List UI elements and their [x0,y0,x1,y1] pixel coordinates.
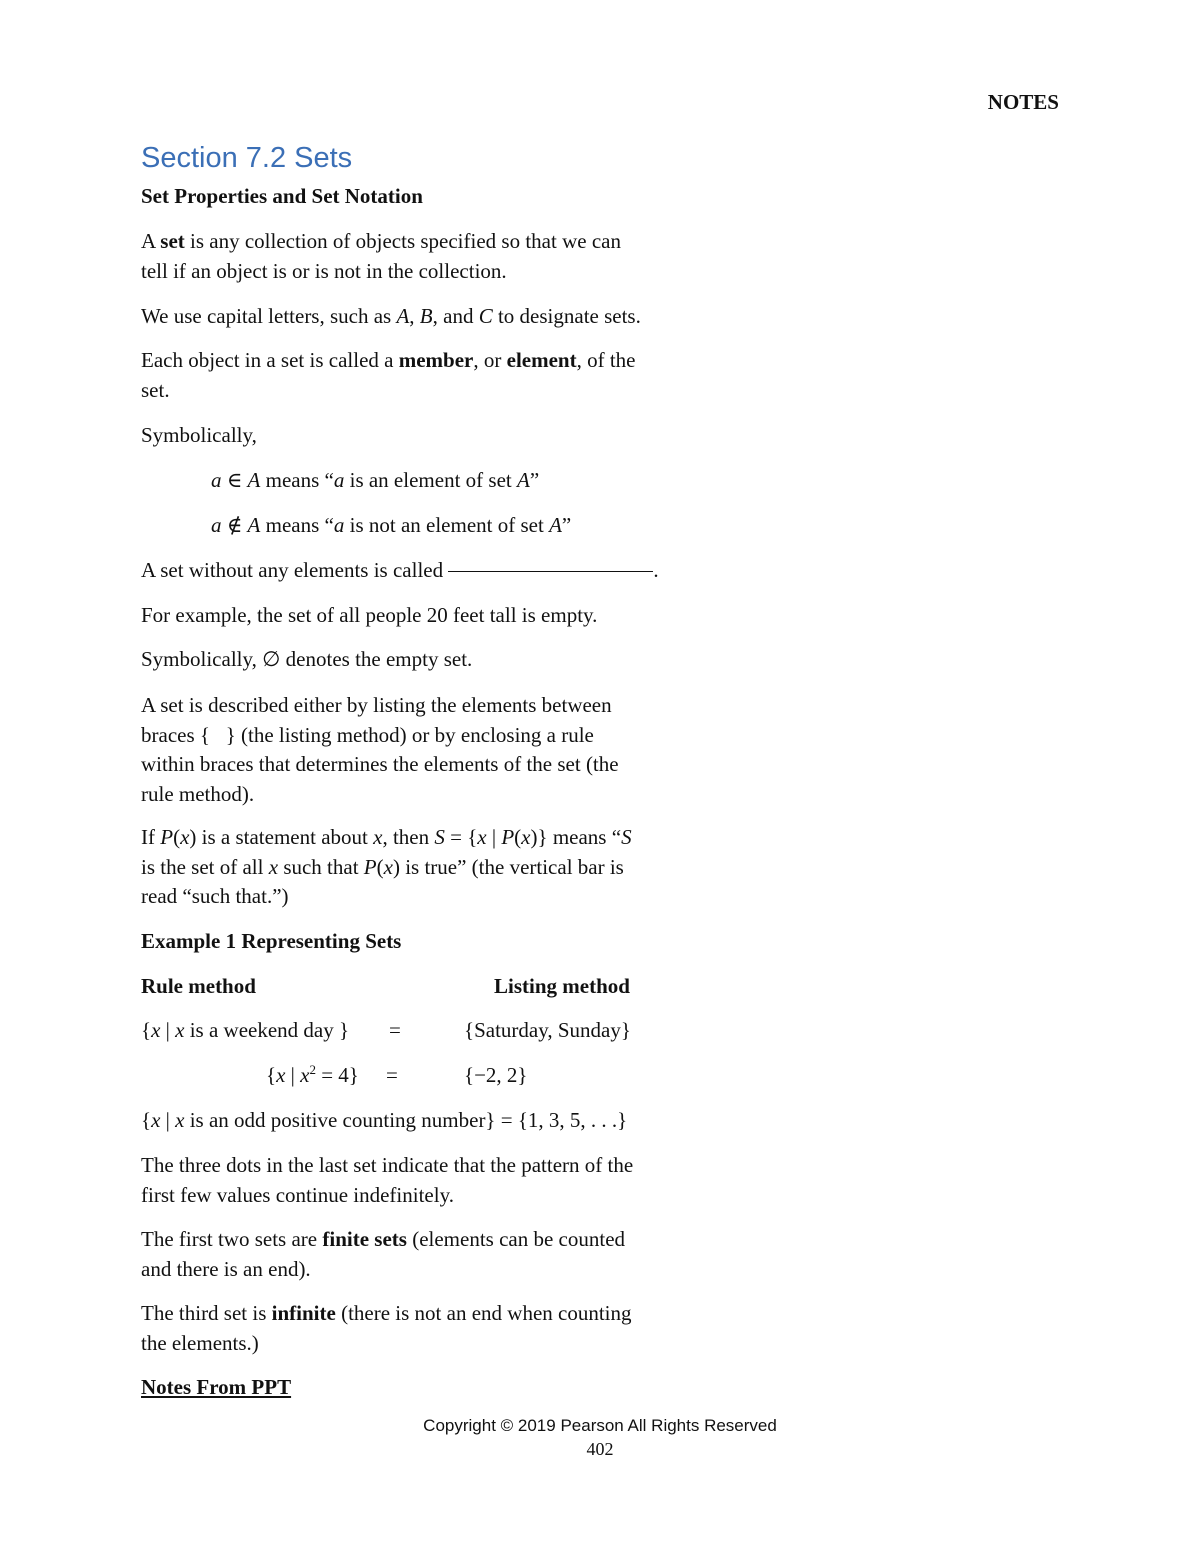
text: is a weekend day } [184,1018,350,1042]
var-x: x [300,1063,310,1087]
example-row-1-equals: = [389,1018,401,1042]
text: is an odd positive counting number} = {1, 3, 5, . . .} [184,1108,628,1132]
text: , and [432,304,479,328]
text: )} [530,825,548,849]
text: A set is described either by listing the elements between [141,693,612,717]
text: | [160,1018,176,1042]
text: , then [382,825,435,849]
var-a: a [211,468,222,492]
text: ) is true” (the vertical bar is [392,854,624,879]
var-A: A [549,513,562,537]
text: ” [561,513,572,537]
text: , or [473,348,507,372]
text: such that [278,854,364,879]
text: | [285,1063,301,1087]
set-builder-paragraph [141,823,632,912]
example-row-1-listing: {Saturday, Sunday} [464,1018,631,1042]
var-x: x [521,825,531,849]
text: is the set of all [141,854,269,879]
page-number: 402 [586,1439,614,1459]
text: { [141,1108,152,1132]
symbolically-label: Symbolically, [141,423,257,447]
notes-label: NOTES [987,90,1059,114]
text: Each object in a set is called a [141,348,399,372]
notes-from-ppt-heading: Notes From PPT [141,1375,292,1399]
var-x: x [175,1108,185,1132]
example-row-2-equals: = [386,1063,398,1087]
text: ( [173,825,181,849]
element-of-symbol: ∈ [221,468,248,492]
example-row-2-rule [266,1061,359,1091]
text: If [141,825,161,849]
text: The three dots in the last set indicate that the pattern of the [141,1153,634,1177]
text: rule method). [141,781,255,806]
text: and there is an end). [141,1256,311,1281]
text: = { [444,825,478,849]
not-element-of-symbol: ∉ [221,513,248,537]
var-P: P [501,825,515,849]
var-a: a [333,468,345,492]
var-B: B [419,304,433,328]
var-a: a [211,513,222,537]
var-a: a [333,513,345,537]
text: is a statement about [196,825,374,849]
var-A: A [247,468,261,492]
infinite-paragraph [141,1299,632,1358]
text: set. [141,377,170,402]
term-element: element [506,348,577,372]
column-header-rule: Rule method [141,974,256,998]
text: . [653,558,659,582]
text: , [409,304,420,328]
text: braces { } (the listing method) or by enclosing a rule [141,722,594,747]
text: is not an element of set [344,513,550,537]
var-x: x [151,1018,161,1042]
three-dots-paragraph [141,1151,633,1210]
fill-in-blank[interactable] [448,571,653,572]
term-infinite: infinite [271,1301,336,1325]
var-A: A [396,304,410,328]
column-header-listing: Listing method [494,974,630,998]
term-finite-sets: finite sets [322,1227,407,1251]
empty-set-example: For example, the set of all people 20 feet tall is empty. [141,603,598,627]
text: = 4} [315,1063,359,1087]
text: ” [529,468,540,492]
var-A: A [247,513,261,537]
var-S: S [434,825,445,849]
example-row-1-rule [141,1016,349,1046]
text: | [486,825,502,849]
example-row-2-listing: {−2, 2} [464,1063,528,1087]
text: We use capital letters, such as [141,304,397,328]
text: first few values continue indefinitely. [141,1182,454,1207]
text: tell if an object is or is not in the collection. [141,258,507,283]
member-paragraph [141,346,636,405]
text: means “ [260,513,334,537]
copyright-footer: Copyright © 2019 Pearson All Rights Reserved [423,1416,777,1435]
var-x: x [477,825,487,849]
text: { [266,1063,277,1087]
var-x: x [276,1063,286,1087]
var-P: P [363,854,377,879]
set-description-paragraph [141,691,619,809]
var-x: x [151,1108,161,1132]
var-x: x [383,854,393,879]
var-A: A [516,468,530,492]
text: within braces that determines the elements of the set (the [141,752,619,776]
text: is any collection of objects specified so that we can [184,229,621,253]
example-heading: Example 1 Representing Sets [141,929,402,953]
var-P: P [160,825,174,849]
text: The third set is [141,1301,272,1325]
text: The first two sets are [141,1227,323,1251]
text: { [141,1018,152,1042]
text: read “such that.”) [141,884,289,908]
not-element-of-statement [211,511,571,541]
example-row-3 [141,1106,627,1136]
term-member: member [398,348,474,372]
capital-letters-paragraph [141,302,641,332]
var-x: x [175,1018,185,1042]
subheading: Set Properties and Set Notation [141,184,423,208]
finite-paragraph [141,1225,625,1284]
text: , of the [576,348,636,372]
empty-set-question [141,556,659,586]
text: ) [189,825,197,849]
text: A set without any elements is called [141,558,449,582]
text: ( [376,854,384,879]
text: means “ [547,825,622,849]
text: the elements.) [141,1330,259,1355]
text: to designate sets. [492,304,641,328]
text: ( [514,825,522,849]
var-S: S [621,825,632,849]
element-of-statement [211,466,539,496]
exponent: 2 [309,1062,316,1077]
empty-set-symbol: Symbolically, ∅ denotes the empty set. [141,647,473,671]
text: (elements can be counted [406,1227,626,1251]
set-definition [141,227,621,286]
term-set: set [160,229,185,253]
text: is an element of set [344,468,517,492]
text: (there is not an end when counting [335,1301,632,1325]
text: | [160,1108,176,1132]
var-x: x [180,825,190,849]
var-x: x [373,825,383,849]
text: means “ [260,468,334,492]
text: A [141,229,161,253]
var-x: x [268,854,279,879]
var-C: C [478,304,493,328]
section-title: Section 7.2 Sets [141,142,353,174]
